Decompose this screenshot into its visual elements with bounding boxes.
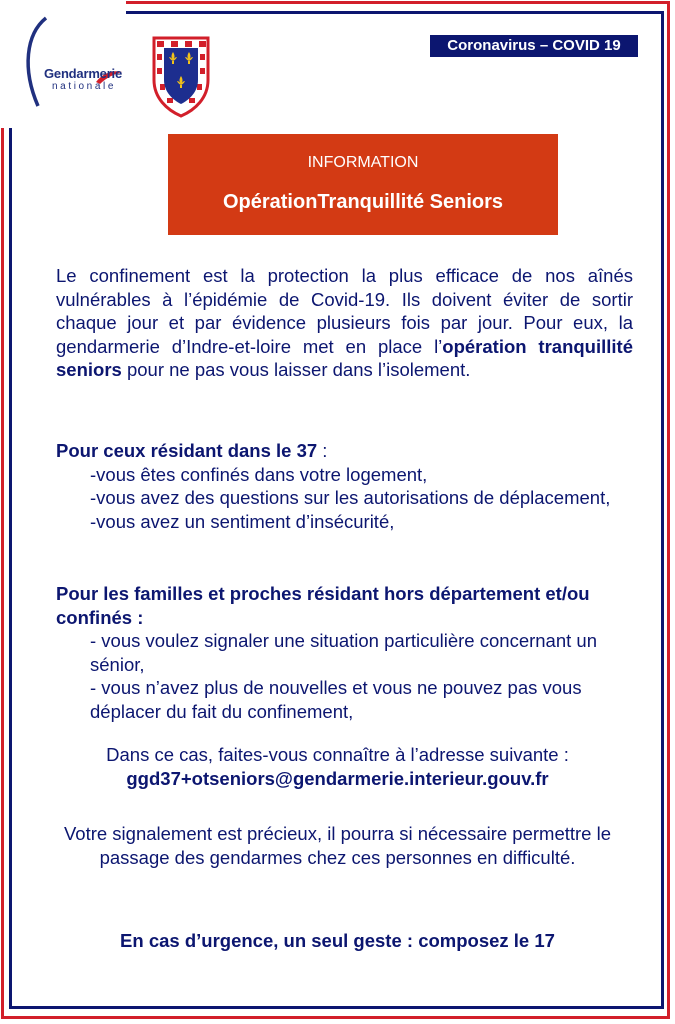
coat-of-arms-icon xyxy=(151,34,211,118)
logo-line2: nationale xyxy=(52,81,116,92)
urgence-line: En cas d’urgence, un seul geste : composez le 17 xyxy=(120,930,555,951)
list-item: -vous avez des questions sur les autorisations de déplacement, xyxy=(90,487,611,508)
section1-heading: Pour ceux résidant dans le 37 xyxy=(56,440,318,461)
section-residents xyxy=(56,439,633,533)
section1-colon: : xyxy=(317,440,328,461)
intro-bold: opération tranquillité seniors xyxy=(56,335,633,380)
contact-text: Dans ce cas, faites-vous connaître à l’adresse suivante : xyxy=(106,744,569,765)
header-box xyxy=(168,134,558,235)
intro-part1: Le confinement est la protection la plus efficace de nos aînés vulnérables à l’épidémie de Covid-19. Ils doivent éviter de sortir chaque jour et par évidence plusieurs fois par jour. Pour eux, la gendarmerie d’Indre-et-loire met en place l’ xyxy=(56,265,633,357)
header-label: INFORMATION xyxy=(307,154,419,171)
gendarmerie-logo xyxy=(0,0,126,128)
covid-badge: Coronavirus – COVID 19 xyxy=(430,35,638,57)
list-item: -vous êtes confinés dans votre logement, xyxy=(90,463,428,485)
list-item: - vous voulez signaler une situation particulière concernant un sénior, xyxy=(90,630,597,675)
logo-line1: Gendarmerie xyxy=(44,66,123,81)
contact-block xyxy=(40,743,635,790)
intro-part2: pour ne pas vous laisser dans l’isolement. xyxy=(121,359,471,380)
section-families xyxy=(56,582,633,723)
intro-paragraph xyxy=(56,264,633,382)
header-title: OpérationTranquillité Seniors xyxy=(222,191,504,213)
section2-heading: Pour les familles et proches résidant hors département et/ou confinés : xyxy=(56,583,590,628)
logo-arc-icon xyxy=(16,14,56,114)
list-item: -vous avez un sentiment d’insécurité, xyxy=(90,510,395,532)
signal-paragraph: Votre signalement est précieux, il pourra si nécessaire permettre le passage des gendarmes chez ces personnes en difficulté. xyxy=(63,823,612,868)
list-item: - vous n’avez plus de nouvelles et vous ne pouvez pas vous déplacer du fait du confinement, xyxy=(90,677,582,722)
contact-email[interactable]: ggd37+otseniors@gendarmerie.interieur.gouv.fr xyxy=(126,767,549,789)
